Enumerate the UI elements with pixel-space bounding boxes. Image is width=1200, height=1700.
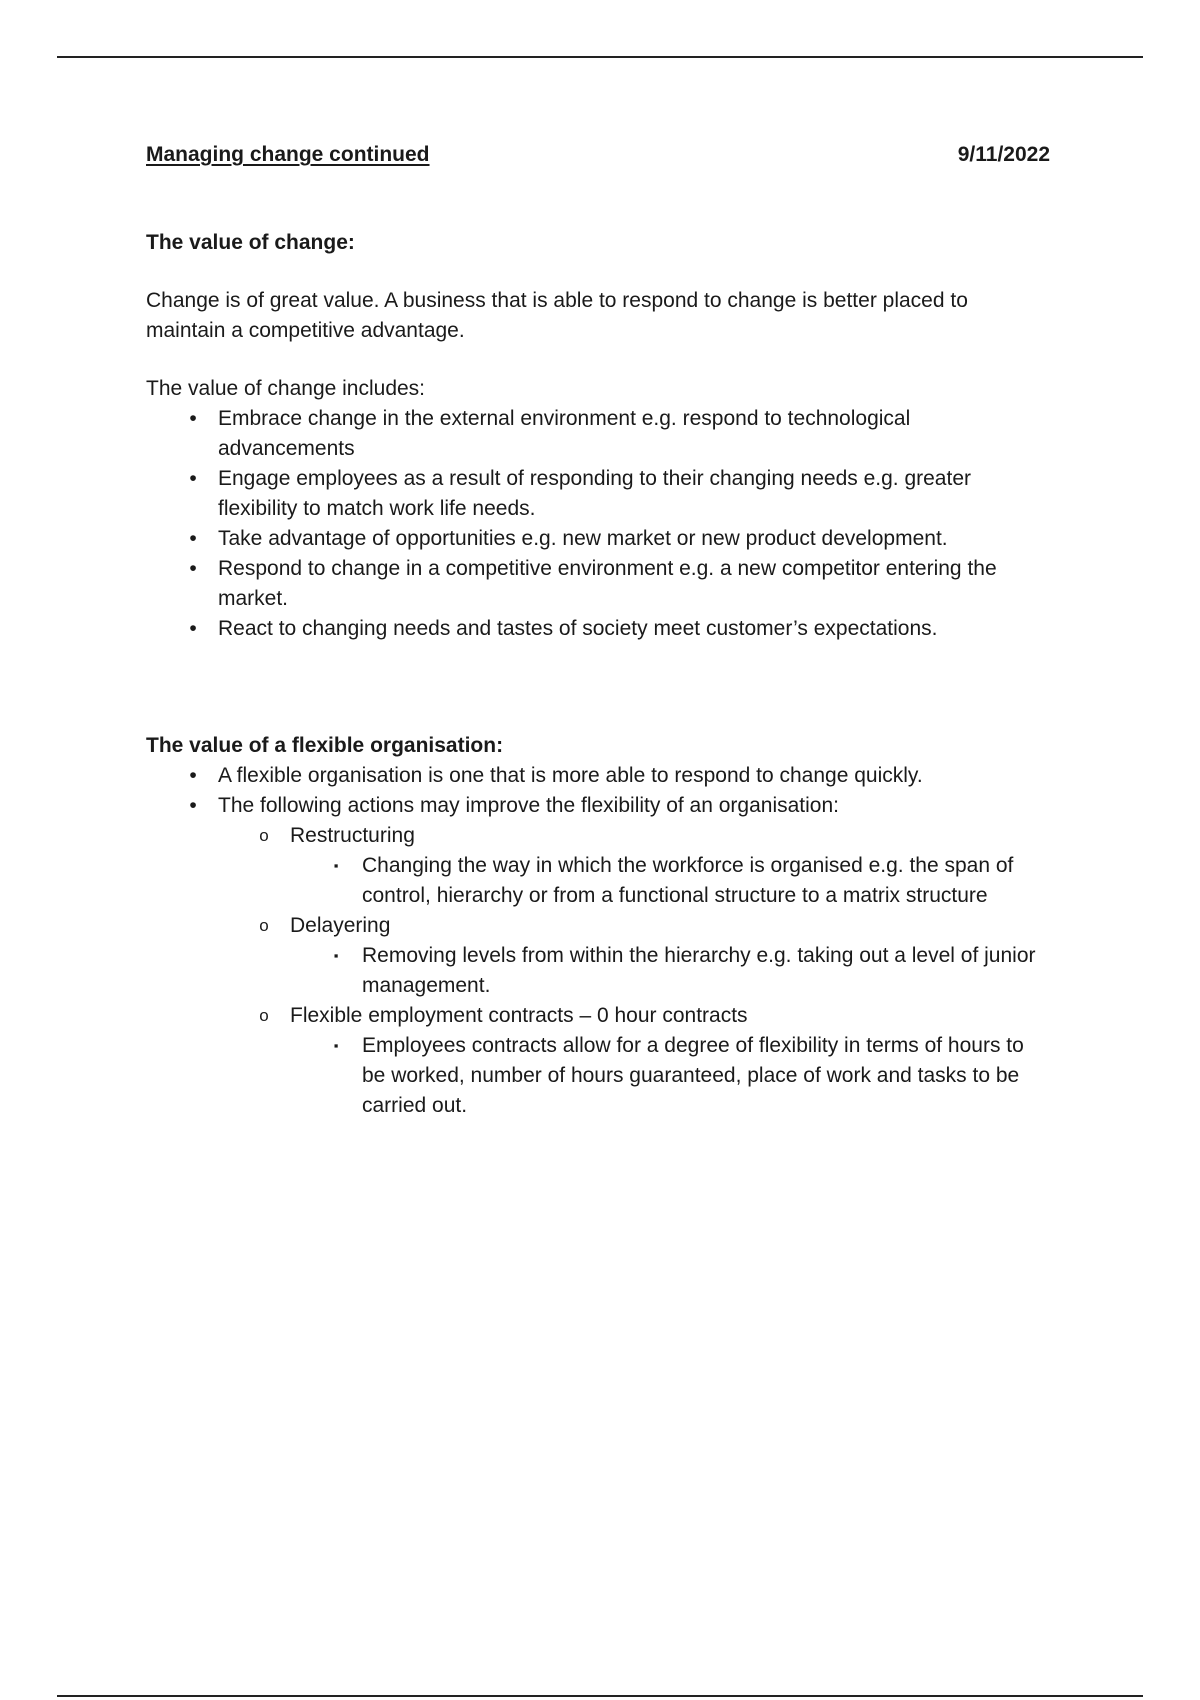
bullet-icon: • — [189, 407, 197, 430]
list-item: • Take advantage of opportunities e.g. new market or new product development. — [146, 524, 1050, 554]
flexible-organisation-heading: The value of a flexible organisation: — [146, 734, 504, 757]
bullet-icon: • — [189, 467, 197, 490]
bullet-icon: • — [189, 527, 197, 550]
list-item — [218, 911, 1050, 1001]
list-item: ▪ Changing the way in which the workforce is organised e.g. the span of control, hierarchy or from a functional structure to a matrix structure — [290, 851, 1050, 911]
list-item: • React to changing needs and tastes of society meet customer’s expectations. — [146, 614, 1050, 644]
list-item: • Embrace change in the external environment e.g. respond to technological advancements — [146, 404, 1050, 464]
circle-bullet-icon: o — [259, 916, 269, 935]
action-delayering: Delayering — [290, 914, 391, 937]
list-item — [218, 821, 1050, 911]
bullet-icon: • — [189, 617, 197, 640]
bottom-rule — [57, 1695, 1143, 1697]
list-item: • The following actions may improve the flexibility of an organisation: o Restructuring ▪ Changing the way in which the workforce is organised e.g. the span of control, hierarchy or from a functional structure to a matrix structure o Delayering ▪ Removing levels from within the hierarchy e.g. taking out a level of junior management. o Flexible employment contracts – 0 hour contracts ▪ Employees contracts allow for a degree of flexibility in terms of hours to be worked, number of hours guaranteed, place of work and tasks to be carried out. — [146, 791, 1050, 1121]
value-of-change-includes-label: The value of change includes: — [146, 377, 426, 400]
list-item — [218, 1001, 1050, 1121]
bullet-icon: • — [189, 794, 197, 817]
bullet-icon: • — [189, 557, 197, 580]
list-item: ▪ Removing levels from within the hierarchy e.g. taking out a level of junior management. — [290, 941, 1050, 1001]
list-item: • Engage employees as a result of responding to their changing needs e.g. greater flexibility to match work life needs. — [146, 464, 1050, 524]
circle-bullet-icon: o — [259, 1006, 269, 1025]
action-detail-list — [290, 1031, 1050, 1121]
top-rule — [57, 56, 1143, 58]
square-bullet-icon: ▪ — [333, 948, 339, 963]
square-bullet-icon: ▪ — [333, 1038, 339, 1053]
list-item: • Respond to change in a competitive environment e.g. a new competitor entering the market. — [146, 554, 1050, 614]
action-detail-list — [290, 941, 1050, 1001]
flexibility-actions-list — [218, 821, 1050, 1121]
action-flexible-contracts: Flexible employment contracts – 0 hour contracts — [290, 1004, 748, 1027]
document-title: Managing change continued — [146, 143, 430, 166]
square-bullet-icon: ▪ — [333, 858, 339, 873]
document-page — [146, 140, 1050, 1121]
flexible-organisation-list — [146, 761, 1050, 1121]
action-restructuring: Restructuring — [290, 824, 415, 847]
document-date: 9/11/2022 — [957, 143, 1050, 166]
action-detail-list — [290, 851, 1050, 911]
value-of-change-list — [146, 404, 1050, 644]
circle-bullet-icon: o — [259, 826, 269, 845]
value-of-change-heading: The value of change: — [146, 231, 355, 254]
value-of-change-intro: Change is of great value. A business that is able to respond to change is better placed to maintain a competitive advantage. — [146, 289, 968, 342]
list-item: ▪ Employees contracts allow for a degree of flexibility in terms of hours to be worked, number of hours guaranteed, place of work and tasks to be carried out. — [290, 1031, 1050, 1121]
bullet-icon: • — [189, 764, 197, 787]
document-header — [146, 140, 1050, 170]
list-item: • A flexible organisation is one that is more able to respond to change quickly. — [146, 761, 1050, 791]
